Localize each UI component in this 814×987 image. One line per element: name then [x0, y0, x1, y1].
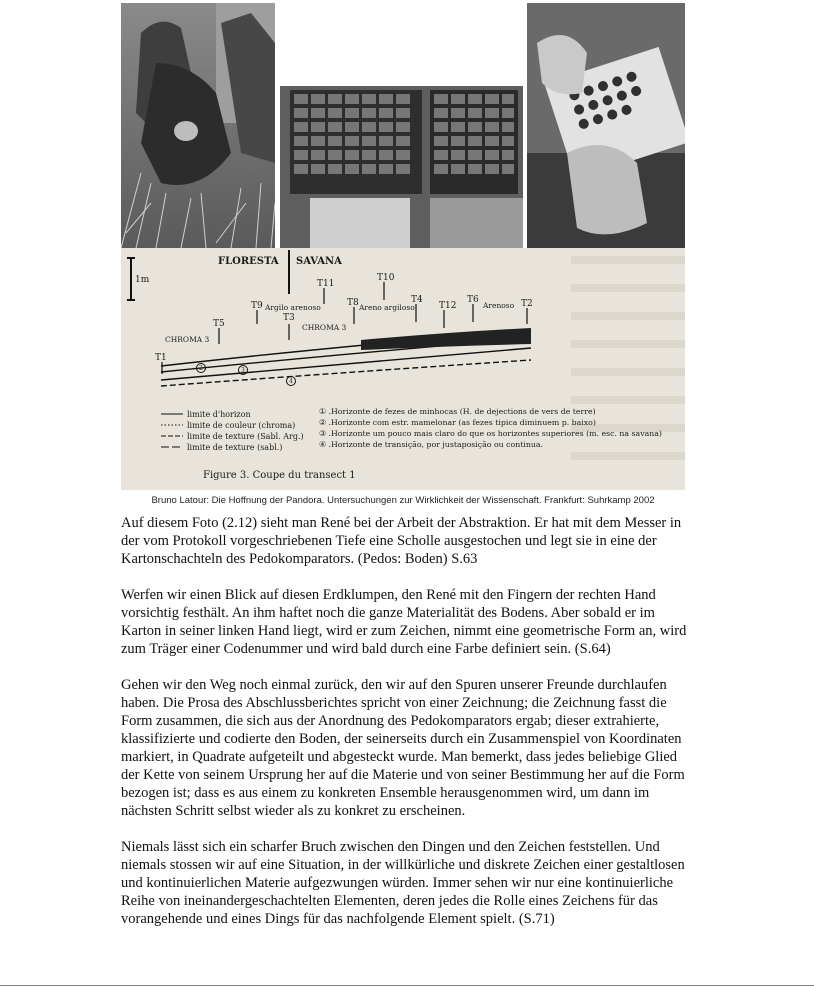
marker-t1: T1 [155, 353, 167, 363]
body-text [121, 514, 693, 946]
legend-chroma: limite de couleur (chroma) [187, 421, 296, 430]
label-argilo-arenoso: Argilo arenoso [265, 303, 321, 312]
paragraph-1: Auf diesem Foto (2.12) sieht man René bei der Arbeit der Abstraktion. Er hat mit dem Messer in der vom Protokoll vorgeschriebenen Tiefe eine Scholle ausgestochen und legt sie in eine der Kartonschachteln des Pedokomparators. (Pedos: Boden) S.63 [121, 515, 682, 567]
legend-horizonte-3: ③ .Horizonte um pouco mais claro do que os horizontes superiores (m. esc. na savana) [319, 429, 662, 438]
bottom-divider [0, 985, 814, 986]
marker-t3: T3 [283, 313, 295, 323]
legend-horizonte-1: ① .Horizonte de fezes de minhocas (H. de dejections de vers de terre) [319, 407, 596, 416]
legend-texture-sabl-arg: limite de texture (Sabl. Arg.) [187, 432, 304, 441]
image-caption: Bruno Latour: Die Hoffnung der Pandora. Untersuchungen zur Wirklichkeit der Wissenschaft. Frankfurt: Suhrkamp 2002 [151, 495, 655, 506]
marker-t11: T11 [317, 279, 335, 289]
soil-sample-boxes-photo [280, 86, 523, 248]
label-areno-argiloso: Areno argiloso [359, 303, 415, 312]
legend-horizon: limite d'horizon [187, 410, 251, 419]
marker-t2: T2 [521, 299, 533, 309]
transect-figure [121, 248, 685, 490]
floresta-label: FLORESTA [218, 256, 279, 267]
scale-label: 1m [135, 275, 150, 285]
svg-text:3: 3 [241, 367, 245, 374]
marker-t5: T5 [213, 319, 225, 329]
svg-text:4: 4 [289, 378, 293, 385]
legend-horizonte-4: ④ .Horizonte de transição, por justaposição ou continua. [319, 440, 544, 449]
savana-label: SAVANA [296, 256, 342, 267]
paragraph-3: Gehen wir den Weg noch einmal zurück, den wir auf den Spuren unserer Freunde durchlaufen haben. Die Prosa des Abschlussberichtes spricht von einer Zeichnung; die Zeichnung fasst die Form zusammen, die sich aus der Anordnung des Pedokomparators ergab; dieser extrahierte, klassifizierte und codierte den Boden, der seinerseits durch ein Zusammenspiel von Koordinaten markiert, in Quadrate aufgeteilt und abgesteckt wurde. Man bemerkt, dass jedes beliebige Glied der Kette von seinem Ursprung her auf die Materie und von seiner Bestimmung her auf die Form bezogen ist; dass es aus einem zu konkreten Ensemble herausgenommen wird, um dann im nächsten Schritt selbst wieder als zu konkret zu erscheinen. [121, 677, 685, 819]
marker-t8: T8 [347, 298, 359, 308]
label-chroma-left: CHROMA 3 [165, 335, 210, 344]
paragraph-4: Niemals lässt sich ein scharfer Bruch zwischen den Dingen und den Zeichen feststellen. Und niemals stossen wir auf eine Situation, in der willkürliche und diskrete Zeichen einer gestaltlosen und kontinuierlichen Materie aufgezwungen würden. Immer sehen wir nur eine kontinuierliche Reihe von ineinandergeschachtelten Elementen, deren jedes die Rolle eines Zeichens für das vorangehende und eines Dings für das nachfolgende Element spielt. (S.71) [121, 839, 685, 927]
hand-holding-color-chart-photo [527, 3, 685, 248]
figure-title: Figure 3. Coupe du transect 1 [203, 470, 356, 481]
marker-t4: T4 [411, 295, 423, 305]
marker-t10: T10 [377, 273, 395, 283]
label-arenoso: Arenoso [483, 301, 515, 310]
marker-t9: T9 [251, 301, 263, 311]
person-kneeling-grass-photo [121, 3, 275, 248]
marker-t12: T12 [439, 301, 457, 311]
legend-texture-sabl: limite de texture (sabl.) [187, 443, 283, 452]
legend-horizonte-2: ② .Horizonte com estr. mamelonar (as fezes tipica diminuem p. baixo) [319, 418, 596, 427]
svg-text:2: 2 [199, 365, 203, 372]
label-chroma-right: CHROMA 3 [302, 323, 347, 332]
marker-t6: T6 [467, 295, 479, 305]
paragraph-2: Werfen wir einen Blick auf diesen Erdklumpen, den René mit den Fingern der rechten Hand vorsichtig festhält. An ihm haftet noch die ganze Materialität des Bodens. Aber sobald er im Karton in seiner linken Hand liegt, wird er zum Zeichen, nimmt eine geometrische Form an, wird zum Träger einer Codenummer und wird bald durch eine Farbe definiert sein. (S.64) [121, 587, 687, 657]
